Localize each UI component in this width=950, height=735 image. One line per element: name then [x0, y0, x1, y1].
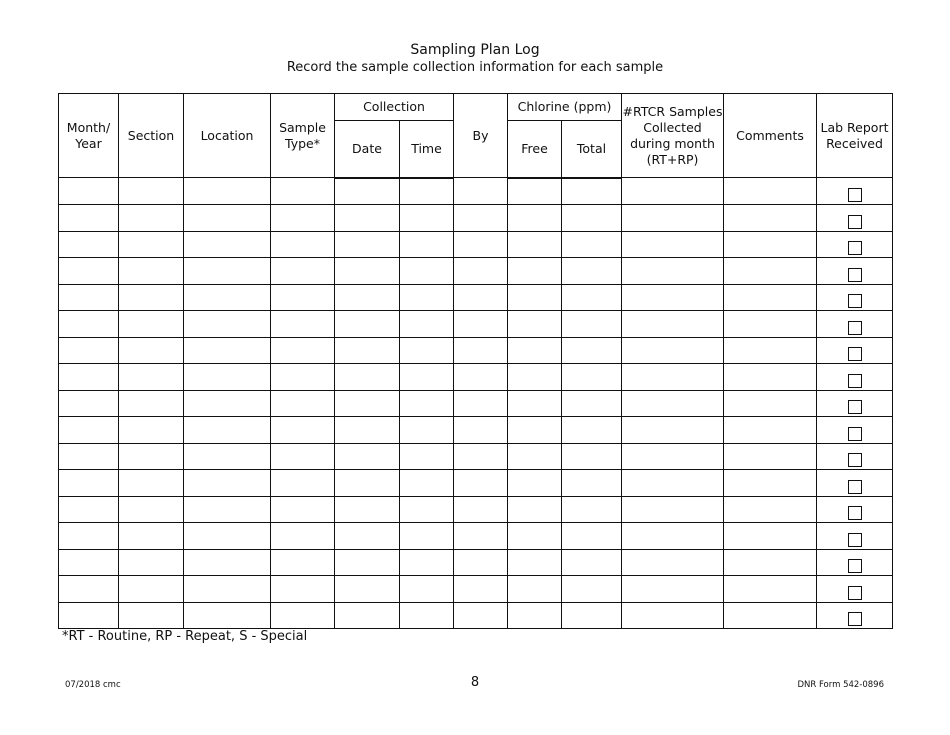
- cell-rtcr[interactable]: [622, 258, 724, 285]
- cell-sample-type[interactable]: [271, 417, 335, 444]
- cell-free[interactable]: [508, 523, 562, 550]
- cell-comments[interactable]: [724, 364, 817, 391]
- cell-location[interactable]: [184, 523, 271, 550]
- cell-sample-type[interactable]: [271, 258, 335, 285]
- cell-location[interactable]: [184, 496, 271, 523]
- table-row: [59, 311, 893, 338]
- cell-free[interactable]: [508, 470, 562, 497]
- cell-free[interactable]: [508, 258, 562, 285]
- cell-sample-type[interactable]: [271, 311, 335, 338]
- cell-rtcr[interactable]: [622, 311, 724, 338]
- table-row: [59, 390, 893, 417]
- cell-date[interactable]: [335, 178, 400, 205]
- cell-lab-report-received: [817, 258, 893, 285]
- cell-by[interactable]: [454, 602, 508, 629]
- cell-by[interactable]: [454, 523, 508, 550]
- cell-month-year[interactable]: [59, 523, 119, 550]
- cell-free[interactable]: [508, 364, 562, 391]
- cell-rtcr[interactable]: [622, 417, 724, 444]
- cell-rtcr[interactable]: [622, 576, 724, 603]
- cell-total[interactable]: [562, 205, 622, 232]
- cell-lab-report-received: [817, 231, 893, 258]
- header-date: Date: [335, 121, 400, 178]
- cell-lab-report-received: [817, 284, 893, 311]
- cell-section[interactable]: [119, 390, 184, 417]
- cell-sample-type[interactable]: [271, 364, 335, 391]
- cell-lab-report-received: [817, 364, 893, 391]
- cell-lab-report-received: [817, 443, 893, 470]
- cell-free[interactable]: [508, 178, 562, 205]
- cell-lab-report-received: [817, 390, 893, 417]
- cell-month-year[interactable]: [59, 443, 119, 470]
- cell-lab-report-received: [817, 496, 893, 523]
- cell-section[interactable]: [119, 364, 184, 391]
- lab-report-checkbox[interactable]: [848, 215, 862, 229]
- cell-by[interactable]: [454, 443, 508, 470]
- cell-free[interactable]: [508, 390, 562, 417]
- cell-section[interactable]: [119, 523, 184, 550]
- cell-month-year[interactable]: [59, 549, 119, 576]
- cell-date[interactable]: [335, 337, 400, 364]
- header-chlorine: Chlorine (ppm): [508, 94, 622, 121]
- cell-comments[interactable]: [724, 284, 817, 311]
- form-number: DNR Form 542-0896: [797, 680, 884, 690]
- cell-lab-report-received: [817, 417, 893, 444]
- cell-time[interactable]: [400, 364, 454, 391]
- cell-sample-type[interactable]: [271, 470, 335, 497]
- cell-free[interactable]: [508, 417, 562, 444]
- cell-sample-type[interactable]: [271, 337, 335, 364]
- cell-location[interactable]: [184, 602, 271, 629]
- lab-report-checkbox[interactable]: [848, 427, 862, 441]
- cell-sample-type[interactable]: [271, 205, 335, 232]
- cell-by[interactable]: [454, 576, 508, 603]
- cell-month-year[interactable]: [59, 417, 119, 444]
- cell-comments[interactable]: [724, 523, 817, 550]
- cell-lab-report-received: [817, 337, 893, 364]
- cell-total[interactable]: [562, 443, 622, 470]
- header-lab-report: Lab Report Received: [817, 94, 893, 178]
- cell-free[interactable]: [508, 311, 562, 338]
- cell-time[interactable]: [400, 258, 454, 285]
- cell-total[interactable]: [562, 311, 622, 338]
- cell-month-year[interactable]: [59, 496, 119, 523]
- cell-free[interactable]: [508, 231, 562, 258]
- cell-by[interactable]: [454, 231, 508, 258]
- cell-time[interactable]: [400, 178, 454, 205]
- cell-sample-type[interactable]: [271, 496, 335, 523]
- cell-rtcr[interactable]: [622, 364, 724, 391]
- cell-month-year[interactable]: [59, 205, 119, 232]
- cell-month-year[interactable]: [59, 337, 119, 364]
- cell-section[interactable]: [119, 258, 184, 285]
- cell-rtcr[interactable]: [622, 205, 724, 232]
- cell-comments[interactable]: [724, 231, 817, 258]
- table-row: [59, 205, 893, 232]
- cell-rtcr[interactable]: [622, 523, 724, 550]
- cell-total[interactable]: [562, 549, 622, 576]
- cell-month-year[interactable]: [59, 284, 119, 311]
- cell-comments[interactable]: [724, 549, 817, 576]
- cell-section[interactable]: [119, 311, 184, 338]
- cell-lab-report-received: [817, 602, 893, 629]
- cell-sample-type[interactable]: [271, 231, 335, 258]
- cell-date[interactable]: [335, 470, 400, 497]
- cell-by[interactable]: [454, 337, 508, 364]
- cell-date[interactable]: [335, 523, 400, 550]
- cell-comments[interactable]: [724, 470, 817, 497]
- cell-total[interactable]: [562, 337, 622, 364]
- cell-time[interactable]: [400, 523, 454, 550]
- cell-by[interactable]: [454, 284, 508, 311]
- cell-free[interactable]: [508, 549, 562, 576]
- table-row: [59, 496, 893, 523]
- cell-date[interactable]: [335, 496, 400, 523]
- cell-time[interactable]: [400, 496, 454, 523]
- cell-month-year[interactable]: [59, 231, 119, 258]
- cell-free[interactable]: [508, 602, 562, 629]
- cell-comments[interactable]: [724, 311, 817, 338]
- cell-free[interactable]: [508, 205, 562, 232]
- cell-sample-type[interactable]: [271, 390, 335, 417]
- cell-location[interactable]: [184, 284, 271, 311]
- table-row: [59, 470, 893, 497]
- cell-by[interactable]: [454, 258, 508, 285]
- cell-time[interactable]: [400, 602, 454, 629]
- cell-by[interactable]: [454, 417, 508, 444]
- cell-time[interactable]: [400, 284, 454, 311]
- cell-time[interactable]: [400, 417, 454, 444]
- cell-lab-report-received: [817, 523, 893, 550]
- cell-comments[interactable]: [724, 205, 817, 232]
- cell-by[interactable]: [454, 390, 508, 417]
- cell-location[interactable]: [184, 470, 271, 497]
- table-row: [59, 231, 893, 258]
- cell-sample-type[interactable]: [271, 178, 335, 205]
- header-by: By: [454, 94, 508, 178]
- cell-sample-type[interactable]: [271, 602, 335, 629]
- cell-rtcr[interactable]: [622, 549, 724, 576]
- header-time: Time: [400, 121, 454, 178]
- lab-report-checkbox[interactable]: [848, 241, 862, 255]
- cell-month-year[interactable]: [59, 576, 119, 603]
- lab-report-checkbox[interactable]: [848, 506, 862, 520]
- header-month-year: Month/ Year: [59, 94, 119, 178]
- cell-section[interactable]: [119, 576, 184, 603]
- cell-location[interactable]: [184, 417, 271, 444]
- cell-section[interactable]: [119, 549, 184, 576]
- header-total: Total: [562, 121, 622, 178]
- cell-total[interactable]: [562, 602, 622, 629]
- lab-report-checkbox[interactable]: [848, 559, 862, 573]
- cell-date[interactable]: [335, 549, 400, 576]
- lab-report-checkbox[interactable]: [848, 400, 862, 414]
- lab-report-checkbox[interactable]: [848, 586, 862, 600]
- cell-rtcr[interactable]: [622, 602, 724, 629]
- cell-section[interactable]: [119, 443, 184, 470]
- cell-total[interactable]: [562, 496, 622, 523]
- cell-sample-type[interactable]: [271, 523, 335, 550]
- cell-date[interactable]: [335, 258, 400, 285]
- page-subtitle: Record the sample collection information for each sample: [286, 60, 664, 75]
- table-row: [59, 602, 893, 629]
- page-title: Sampling Plan Log: [410, 42, 540, 58]
- lab-report-checkbox[interactable]: [848, 453, 862, 467]
- lab-report-checkbox[interactable]: [848, 188, 862, 202]
- cell-month-year[interactable]: [59, 311, 119, 338]
- cell-location[interactable]: [184, 364, 271, 391]
- cell-comments[interactable]: [724, 390, 817, 417]
- cell-by[interactable]: [454, 205, 508, 232]
- cell-location[interactable]: [184, 178, 271, 205]
- cell-rtcr[interactable]: [622, 443, 724, 470]
- cell-sample-type[interactable]: [271, 576, 335, 603]
- cell-by[interactable]: [454, 311, 508, 338]
- cell-lab-report-received: [817, 178, 893, 205]
- cell-sample-type[interactable]: [271, 549, 335, 576]
- header-free: Free: [508, 121, 562, 178]
- cell-month-year[interactable]: [59, 364, 119, 391]
- cell-total[interactable]: [562, 178, 622, 205]
- cell-location[interactable]: [184, 258, 271, 285]
- cell-lab-report-received: [817, 549, 893, 576]
- cell-comments[interactable]: [724, 337, 817, 364]
- lab-report-checkbox[interactable]: [848, 374, 862, 388]
- cell-comments[interactable]: [724, 443, 817, 470]
- cell-section[interactable]: [119, 284, 184, 311]
- cell-rtcr[interactable]: [622, 231, 724, 258]
- cell-total[interactable]: [562, 284, 622, 311]
- cell-comments[interactable]: [724, 576, 817, 603]
- cell-section[interactable]: [119, 337, 184, 364]
- lab-report-checkbox[interactable]: [848, 533, 862, 547]
- lab-report-checkbox[interactable]: [848, 347, 862, 361]
- table-row: [59, 549, 893, 576]
- cell-lab-report-received: [817, 576, 893, 603]
- cell-section[interactable]: [119, 602, 184, 629]
- cell-date[interactable]: [335, 311, 400, 338]
- sample-type-footnote: *RT - Routine, RP - Repeat, S - Special: [62, 629, 308, 644]
- cell-section[interactable]: [119, 231, 184, 258]
- header-location: Location: [184, 94, 271, 178]
- cell-free[interactable]: [508, 443, 562, 470]
- cell-lab-report-received: [817, 205, 893, 232]
- footer-date-code: 07/2018 cmc: [65, 680, 121, 690]
- cell-date[interactable]: [335, 602, 400, 629]
- table-row: [59, 364, 893, 391]
- cell-section[interactable]: [119, 178, 184, 205]
- cell-comments[interactable]: [724, 496, 817, 523]
- cell-rtcr[interactable]: [622, 496, 724, 523]
- cell-date[interactable]: [335, 205, 400, 232]
- cell-by[interactable]: [454, 364, 508, 391]
- table-row: [59, 523, 893, 550]
- lab-report-checkbox[interactable]: [848, 268, 862, 282]
- table-row: [59, 178, 893, 205]
- cell-time[interactable]: [400, 311, 454, 338]
- table-row: [59, 576, 893, 603]
- header-section: Section: [119, 94, 184, 178]
- cell-section[interactable]: [119, 205, 184, 232]
- cell-time[interactable]: [400, 337, 454, 364]
- cell-date[interactable]: [335, 231, 400, 258]
- cell-by[interactable]: [454, 496, 508, 523]
- cell-location[interactable]: [184, 337, 271, 364]
- cell-by[interactable]: [454, 470, 508, 497]
- cell-total[interactable]: [562, 576, 622, 603]
- cell-location[interactable]: [184, 205, 271, 232]
- cell-location[interactable]: [184, 443, 271, 470]
- cell-time[interactable]: [400, 576, 454, 603]
- cell-location[interactable]: [184, 311, 271, 338]
- cell-section[interactable]: [119, 496, 184, 523]
- header-comments: Comments: [724, 94, 817, 178]
- cell-time[interactable]: [400, 390, 454, 417]
- cell-location[interactable]: [184, 576, 271, 603]
- cell-total[interactable]: [562, 231, 622, 258]
- cell-total[interactable]: [562, 258, 622, 285]
- cell-date[interactable]: [335, 417, 400, 444]
- cell-total[interactable]: [562, 417, 622, 444]
- cell-free[interactable]: [508, 284, 562, 311]
- table-row: [59, 284, 893, 311]
- header-collection: Collection: [335, 94, 454, 121]
- cell-rtcr[interactable]: [622, 284, 724, 311]
- cell-location[interactable]: [184, 390, 271, 417]
- log-table-body: [59, 178, 893, 629]
- cell-month-year[interactable]: [59, 258, 119, 285]
- cell-month-year[interactable]: [59, 602, 119, 629]
- table-row: [59, 443, 893, 470]
- cell-section[interactable]: [119, 470, 184, 497]
- cell-total[interactable]: [562, 523, 622, 550]
- cell-free[interactable]: [508, 496, 562, 523]
- cell-comments[interactable]: [724, 602, 817, 629]
- cell-location[interactable]: [184, 549, 271, 576]
- cell-time[interactable]: [400, 205, 454, 232]
- cell-sample-type[interactable]: [271, 284, 335, 311]
- cell-date[interactable]: [335, 576, 400, 603]
- header-rtcr-samples: #RTCR Samples Collected during month (RT+RP): [622, 94, 724, 178]
- page-number: 8: [470, 675, 480, 690]
- cell-date[interactable]: [335, 364, 400, 391]
- cell-total[interactable]: [562, 364, 622, 391]
- cell-date[interactable]: [335, 284, 400, 311]
- cell-time[interactable]: [400, 470, 454, 497]
- lab-report-checkbox[interactable]: [848, 480, 862, 494]
- cell-date[interactable]: [335, 443, 400, 470]
- cell-time[interactable]: [400, 549, 454, 576]
- cell-month-year[interactable]: [59, 178, 119, 205]
- cell-rtcr[interactable]: [622, 390, 724, 417]
- lab-report-checkbox[interactable]: [848, 612, 862, 626]
- cell-by[interactable]: [454, 178, 508, 205]
- cell-rtcr[interactable]: [622, 470, 724, 497]
- table-row: [59, 258, 893, 285]
- cell-month-year[interactable]: [59, 390, 119, 417]
- cell-time[interactable]: [400, 443, 454, 470]
- cell-total[interactable]: [562, 390, 622, 417]
- cell-by[interactable]: [454, 549, 508, 576]
- sampling-log-table: [58, 93, 893, 629]
- lab-report-checkbox[interactable]: [848, 321, 862, 335]
- cell-sample-type[interactable]: [271, 443, 335, 470]
- cell-total[interactable]: [562, 470, 622, 497]
- cell-comments[interactable]: [724, 178, 817, 205]
- cell-time[interactable]: [400, 231, 454, 258]
- cell-comments[interactable]: [724, 417, 817, 444]
- cell-section[interactable]: [119, 417, 184, 444]
- lab-report-checkbox[interactable]: [848, 294, 862, 308]
- cell-month-year[interactable]: [59, 470, 119, 497]
- cell-free[interactable]: [508, 337, 562, 364]
- cell-rtcr[interactable]: [622, 178, 724, 205]
- cell-comments[interactable]: [724, 258, 817, 285]
- cell-lab-report-received: [817, 470, 893, 497]
- table-row: [59, 337, 893, 364]
- cell-lab-report-received: [817, 311, 893, 338]
- header-sample-type: Sample Type*: [271, 94, 335, 178]
- cell-date[interactable]: [335, 390, 400, 417]
- table-row: [59, 417, 893, 444]
- cell-free[interactable]: [508, 576, 562, 603]
- cell-location[interactable]: [184, 231, 271, 258]
- cell-rtcr[interactable]: [622, 337, 724, 364]
